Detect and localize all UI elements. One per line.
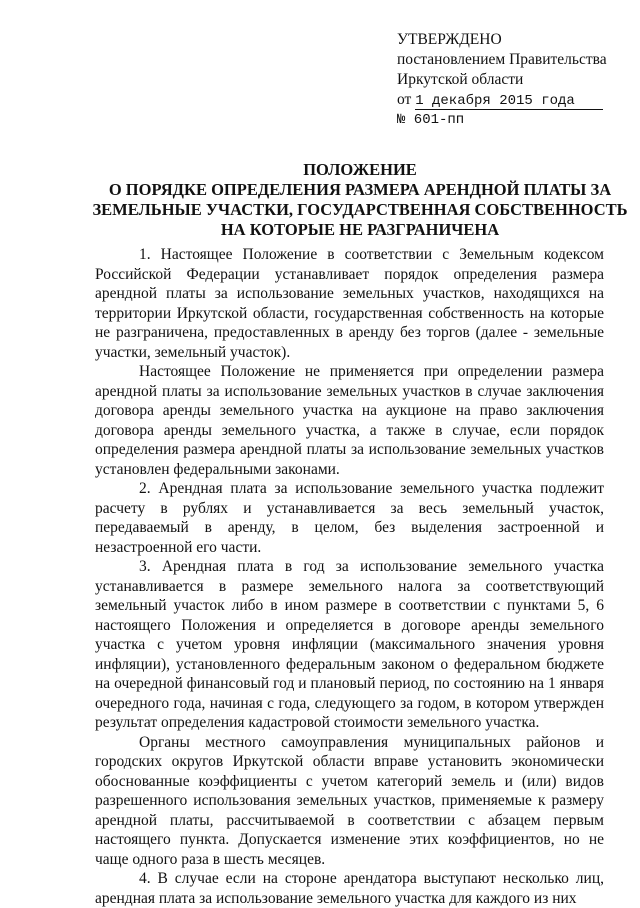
approved-label: УТВЕРЖДЕНО [397,31,502,48]
paragraph-5: Органы местного самоуправления муниципальных районов и городских округов Иркутской области вправе установить экономически обоснованные коэффициенты с учетом категорий земель и (или) видов разрешенного использования земельных участков, применяемые к размеру арендной платы, рассчитываемой в соответствии с абзацем первым настоящего пункта. Допускается изменение этих коэффициентов, но не чаще одного раза в шесть месяцев. [95,733,604,868]
heading-line-1: О ПОРЯДКЕ ОПРЕДЕЛЕНИЯ РАЗМЕРА АРЕНДНОЙ ПЛАТЫ ЗА [108,180,612,199]
heading-title: ПОЛОЖЕНИЕ [303,160,417,179]
approval-stamp [397,30,632,130]
document-heading [60,160,640,240]
approved-by-line1: постановлением Правительства [397,51,607,68]
date-prefix: от [397,91,412,108]
paragraph-2: Настоящее Положение не применяется при определении размера арендной платы за использование земельных участков в случае заключения договора аренды земельного участка на аукционе на право заключения договора аренды земельного участка, а также в случае, если порядок определения размера арендной платы за использование земельных участков установлен федеральными законами. [95,363,604,478]
approved-by-line2: Иркутской области [397,71,524,88]
paragraph-1: 1. Настоящее Положение в соответствии с Земельным кодексом Российской Федерации устанавливает порядок определения размера арендной платы за использование земельных участков, находящихся на территории Иркутской области, государственная собственность на которые не разграничена, предоставленных в аренду без торгов (далее - земельные участки, земельный участок). [95,246,604,361]
heading-line-3: НА КОТОРЫЕ НЕ РАЗГРАНИЧЕНА [220,220,500,239]
paragraph-4: 3. Арендная плата в год за использование земельного участка устанавливается в размере земельного налога за соответствующий земельный участок либо в ином размере в соответствии с пунктами 5, 6 настоящего Положения и определяется в договоре аренды земельного участка с учетом уровня инфляции (максимального значения уровня инфляции), установленного федеральным законом о федеральном бюджете на очередной финансовый год и плановый период, по состоянию на 1 января очередного года, начиная с года, следующего за годом, в котором утвержден результат определения кадастровой стоимости земельного участка. [95,558,604,731]
paragraph-3: 2. Арендная плата за использование земельного участка подлежит расчету в рублях и устанавливается за весь земельный участок, передаваемый в аренду, в целом, без выделения застроенной и незастроенной его части. [95,480,604,556]
document-body [95,245,604,908]
approval-date-line [397,90,632,110]
paragraph-6: 4. В случае если на стороне арендатора выступают несколько лиц, арендная плата за использование земельного участка для каждого из них [95,870,604,907]
heading-line-2: ЗЕМЕЛЬНЫЕ УЧАСТКИ, ГОСУДАРСТВЕННАЯ СОБСТВЕННОСТЬ [92,200,628,219]
approval-number: № 601-пп [397,112,465,128]
approval-date: 1 декабря 2015 года [415,93,603,110]
